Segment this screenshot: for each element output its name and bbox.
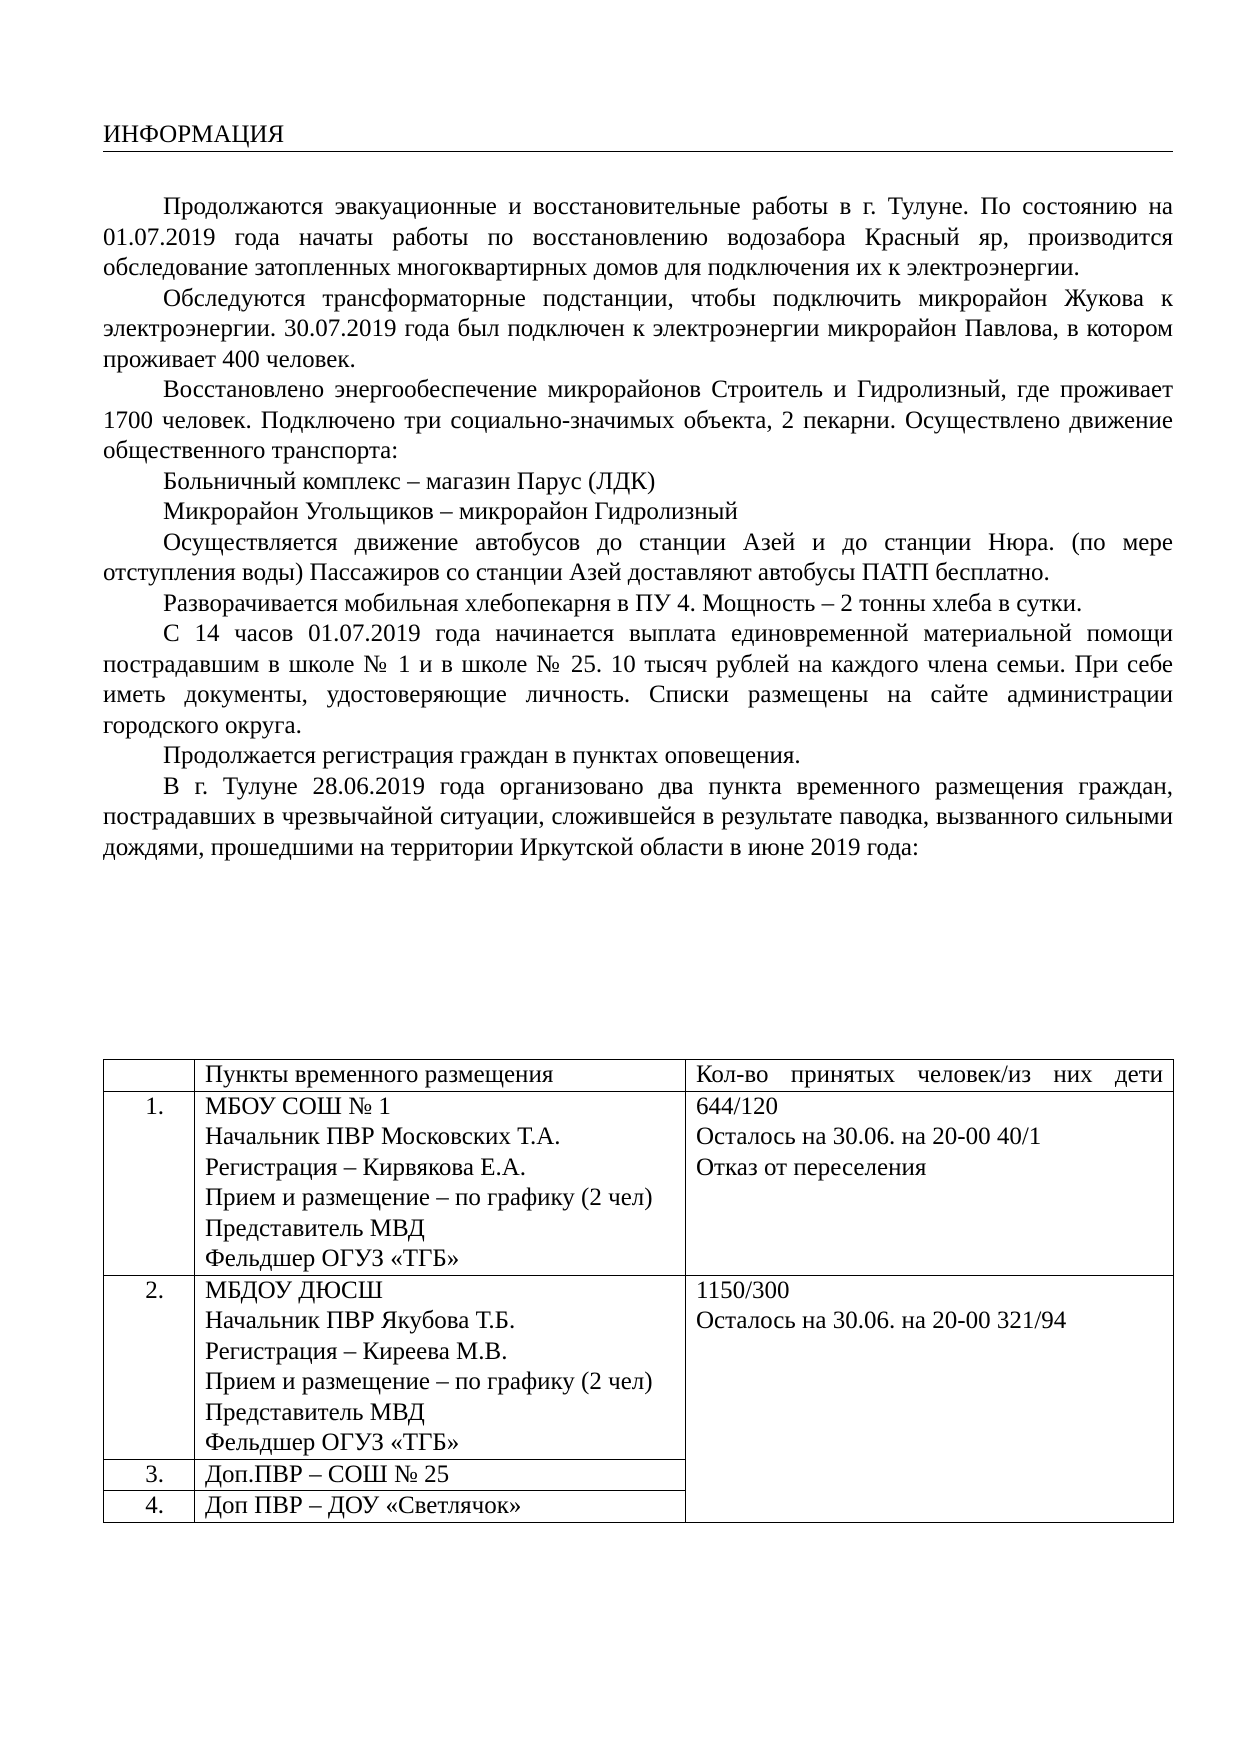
count-accepted: 1150/300 (696, 1276, 790, 1304)
table-row (104, 1275, 1174, 1459)
row-pvr-cell (195, 1091, 686, 1275)
count-remaining: Осталось на 30.06. на 20-00 321/94 (696, 1307, 1067, 1334)
document-title: ИНФОРМАЦИЯ (103, 120, 1173, 152)
row-number: 1. (104, 1091, 195, 1275)
paragraph-buses: Осуществляется движение автобусов до станции Азей и до станции Нюра. (по мере отступления воды) Пассажиров со станции Азей доставляют автобусы ПАТП бесплатно. (103, 528, 1173, 586)
pvr-police: Представитель МВД (205, 1214, 425, 1242)
shelters-table (103, 1059, 1174, 1523)
row-count-cell (686, 1275, 1174, 1522)
pvr-chief: Начальник ПВР Московских Т.А. (205, 1123, 561, 1150)
paragraph-payments: С 14 часов 01.07.2019 года начинается выплата единовременной материальной помощи пострадавшим в школе № 1 и в школе № 25. 10 тысяч рублей на каждого члена семьи. При себе иметь документы, удостоверяющие личность. Списки размещены на сайте администрации городского округа. (103, 620, 1173, 739)
paragraph-shelters: В г. Тулуне 28.06.2019 года организовано два пункта временного размещения граждан, пострадавших в чрезвычайной ситуации, сложившейся в результате паводка, вызванного сильными дождями, прошедшими на территории Иркутской области в июне 2019 года: (103, 772, 1173, 861)
header-pvr-cell: Пункты временного размещения (195, 1060, 686, 1092)
header-num-cell (104, 1060, 195, 1092)
paragraph-route-2: Микрорайон Угольщиков – микрорайон Гидролизный (163, 498, 738, 525)
header-count-cell (686, 1060, 1174, 1092)
header-count-text: Кол-во принятых человек/из них дети (696, 1061, 1163, 1088)
pvr-registration: Регистрация – Кирвякова Е.А. (205, 1153, 527, 1181)
row-number: 2. (104, 1275, 195, 1459)
table-row (104, 1091, 1174, 1275)
row-count-cell (686, 1091, 1174, 1275)
pvr-name: МБОУ СОШ № 1 (205, 1092, 391, 1120)
paragraph-route-1: Больничный комплекс – магазин Парус (ЛДК) (163, 467, 656, 495)
table-header-row (104, 1060, 1174, 1092)
paragraph-power-restored: Восстановлено энергообеспечение микрорайонов Строитель и Гидролизный, где проживает 1700 человек. Подключено три социально-значимых объекта, 2 пекарни. Осуществлено движение общественного транспорта: (103, 376, 1173, 464)
row-number: 3. (104, 1459, 195, 1491)
paragraph-evacuation: Продолжаются эвакуационные и восстановительные работы в г. Тулуне. По состоянию на 01.07.2019 года начаты работы по восстановлению водозабора Красный яр, производится обследование затопленных многоквартирных домов для подключения их к электроэнергии. (103, 193, 1173, 281)
paragraph-substations: Обследуются трансформаторные подстанции, чтобы подключить микрорайон Жукова к электроэнергии. 30.07.2019 года был подключен к электроэнергии микрорайон Павлова, в котором проживает 400 человек. (103, 284, 1173, 373)
pvr-reception: Прием и размещение – по графику (2 чел) (205, 1184, 653, 1211)
row-pvr-cell: Доп.ПВР – СОШ № 25 (195, 1459, 686, 1491)
paragraph-registration: Продолжается регистрация граждан в пунктах оповещения. (163, 742, 801, 769)
pvr-medic: Фельдшер ОГУЗ «ТГБ» (205, 1245, 460, 1272)
pvr-police: Представитель МВД (205, 1398, 425, 1426)
pvr-name: МБДОУ ДЮСШ (205, 1276, 383, 1304)
pvr-registration: Регистрация – Киреева М.В. (205, 1337, 508, 1365)
pvr-chief: Начальник ПВР Якубова Т.Б. (205, 1307, 516, 1334)
pvr-reception: Прием и размещение – по графику (2 чел) (205, 1368, 653, 1395)
count-remaining: Осталось на 30.06. на 20-00 40/1 (696, 1123, 1042, 1150)
document-body (103, 192, 1173, 863)
count-accepted: 644/120 (696, 1092, 778, 1120)
count-note: Отказ от переселения (696, 1153, 927, 1181)
pvr-medic: Фельдшер ОГУЗ «ТГБ» (205, 1429, 460, 1456)
row-number: 4. (104, 1491, 195, 1523)
paragraph-bakery: Разворачивается мобильная хлебопекарня в ПУ 4. Мощность – 2 тонны хлеба в сутки. (163, 589, 1083, 617)
row-pvr-cell: Доп ПВР – ДОУ «Светлячок» (195, 1491, 686, 1523)
row-pvr-cell (195, 1275, 686, 1459)
